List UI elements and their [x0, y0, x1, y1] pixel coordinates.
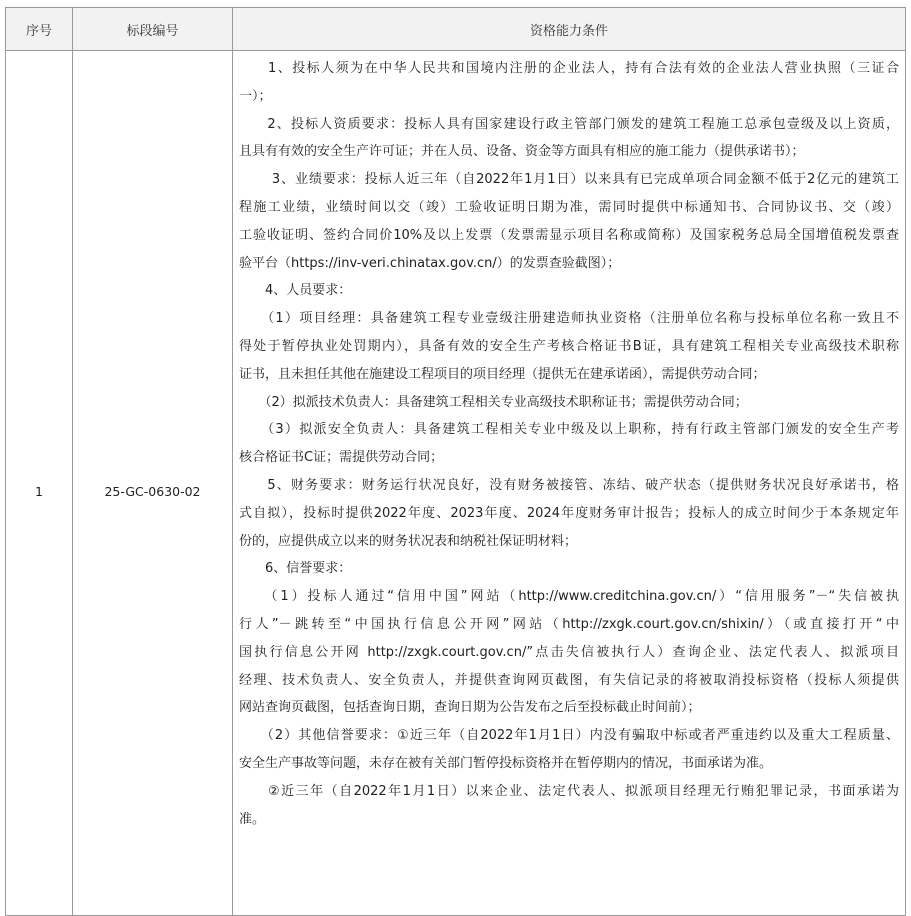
- text-line: 经理、技术负责人、安全负责人，并提供查询网页截图，有失信记录的将被取消投标资格（投标人须提供: [239, 672, 899, 688]
- text-line: 工验收证明、签约合同价10%及以上发票（发票需显示项目名称或简称）及国家税务总局全国增值税发票查: [239, 227, 899, 243]
- text-line: ②近三年（自2022年1月1日）以来企业、法定代表人、拟派项目经理无行贿犯罪记录，书面承诺为: [239, 783, 899, 799]
- text-line: 国执行信息公开网 http://zxgk.court.gov.cn/”点击失信被执行人）查询企业、法定代表人、拟派项目: [239, 644, 899, 660]
- text-line: 行人”－跳转至“中国执行信息公开网”网站（http://zxgk.court.gov.cn/shixin/）（或直接打开“中: [239, 616, 899, 632]
- header-qualification: 资格能力条件: [233, 8, 906, 51]
- text-line: 1、投标人须为在中华人民共和国境内注册的企业法人，持有合法有效的企业法人营业执照（三证合: [239, 61, 899, 76]
- text-line: 验平台（https://inv-veri.chinatax.gov.cn/）的发票查验截图）；: [239, 255, 621, 271]
- row-section-code: 25-GC-0630-02: [73, 51, 233, 916]
- text-line: 核合格证书C证；需提供劳动合同；: [239, 450, 444, 466]
- text-line: （2）拟派技术负责人：具备建筑工程相关专业高级技术职称证书；需提供劳动合同；: [239, 394, 748, 410]
- qualification-table: [5, 7, 906, 916]
- text-line: 网站查询页截图，包括查询日期，查询日期为公告发布之后至投标截止时间前）；: [239, 700, 701, 716]
- text-line: 2、投标人资质要求：投标人具有国家建设行政主管部门颁发的建筑工程施工总承包壹级及以上资质，: [239, 116, 899, 132]
- text-line: （2）其他信誉要求：①近三年（自2022年1月1日）内没有骗取中标或者严重违约以及重大工程质量、: [239, 728, 899, 744]
- text-line: 程施工业绩，业绩时间以交（竣）工验收证明日期为准，需同时提供中标通知书、合同协议书、交（竣）: [239, 199, 899, 215]
- text-line: 6、信誉要求：: [239, 561, 352, 577]
- text-line: 3、业绩要求：投标人近三年（自2022年1月1日）以来具有已完成单项合同金额不低于2亿元的建筑工: [239, 172, 899, 188]
- header-section-code: 标段编号: [73, 8, 233, 51]
- text-line: 准。: [239, 811, 266, 827]
- text-line: 得处于暂停执业处罚期内），具备有效的安全生产考核合格证书B证，具有建筑工程相关专业高级技术职称: [239, 338, 899, 354]
- header-row: [6, 8, 906, 51]
- row-index: 1: [6, 51, 73, 916]
- text-line: 5、财务要求：财务运行状况良好，没有财务被接管、冻结、破产状态（提供财务状况良好承诺书，格: [239, 477, 899, 493]
- qualification-text: [233, 51, 906, 916]
- text-line: 一）；: [239, 88, 272, 104]
- header-index: 序号: [6, 8, 73, 51]
- text-line: 份的，应提供成立以来的财务状况表和纳税社保证明材料；: [239, 533, 578, 549]
- text-line: 安全生产事故等问题，未存在被有关部门暂停投标资格并在暂停期内的情况，书面承诺为准。: [239, 755, 773, 771]
- text-line: （1）投标人通过“信用中国”网站（http://www.creditchina.gov.cn/）“信用服务”－“失信被执: [239, 589, 899, 605]
- text-line: 且具有有效的安全生产许可证；并在人员、设备、资金等方面具有相应的施工能力（提供承诺书）；: [239, 144, 805, 160]
- text-line: （3）拟派安全负责人：具备建筑工程相关专业中级及以上职称，持有行政主管部门颁发的安全生产考: [239, 422, 899, 438]
- text-line: 4、人员要求：: [239, 283, 352, 299]
- text-line: 式自拟），投标时提供2022年度、2023年度、2024年度财务审计报告；投标人的成立时间少于本条规定年: [239, 505, 899, 521]
- text-line: （1）项目经理：具备建筑工程专业壹级注册建造师执业资格（注册单位名称与投标单位名称一致且不: [239, 311, 899, 327]
- table-row: [6, 51, 906, 916]
- text-line: 证书，且未担任其他在施建设工程项目的项目经理（提供无在建承诺函），需提供劳动合同；: [239, 366, 766, 382]
